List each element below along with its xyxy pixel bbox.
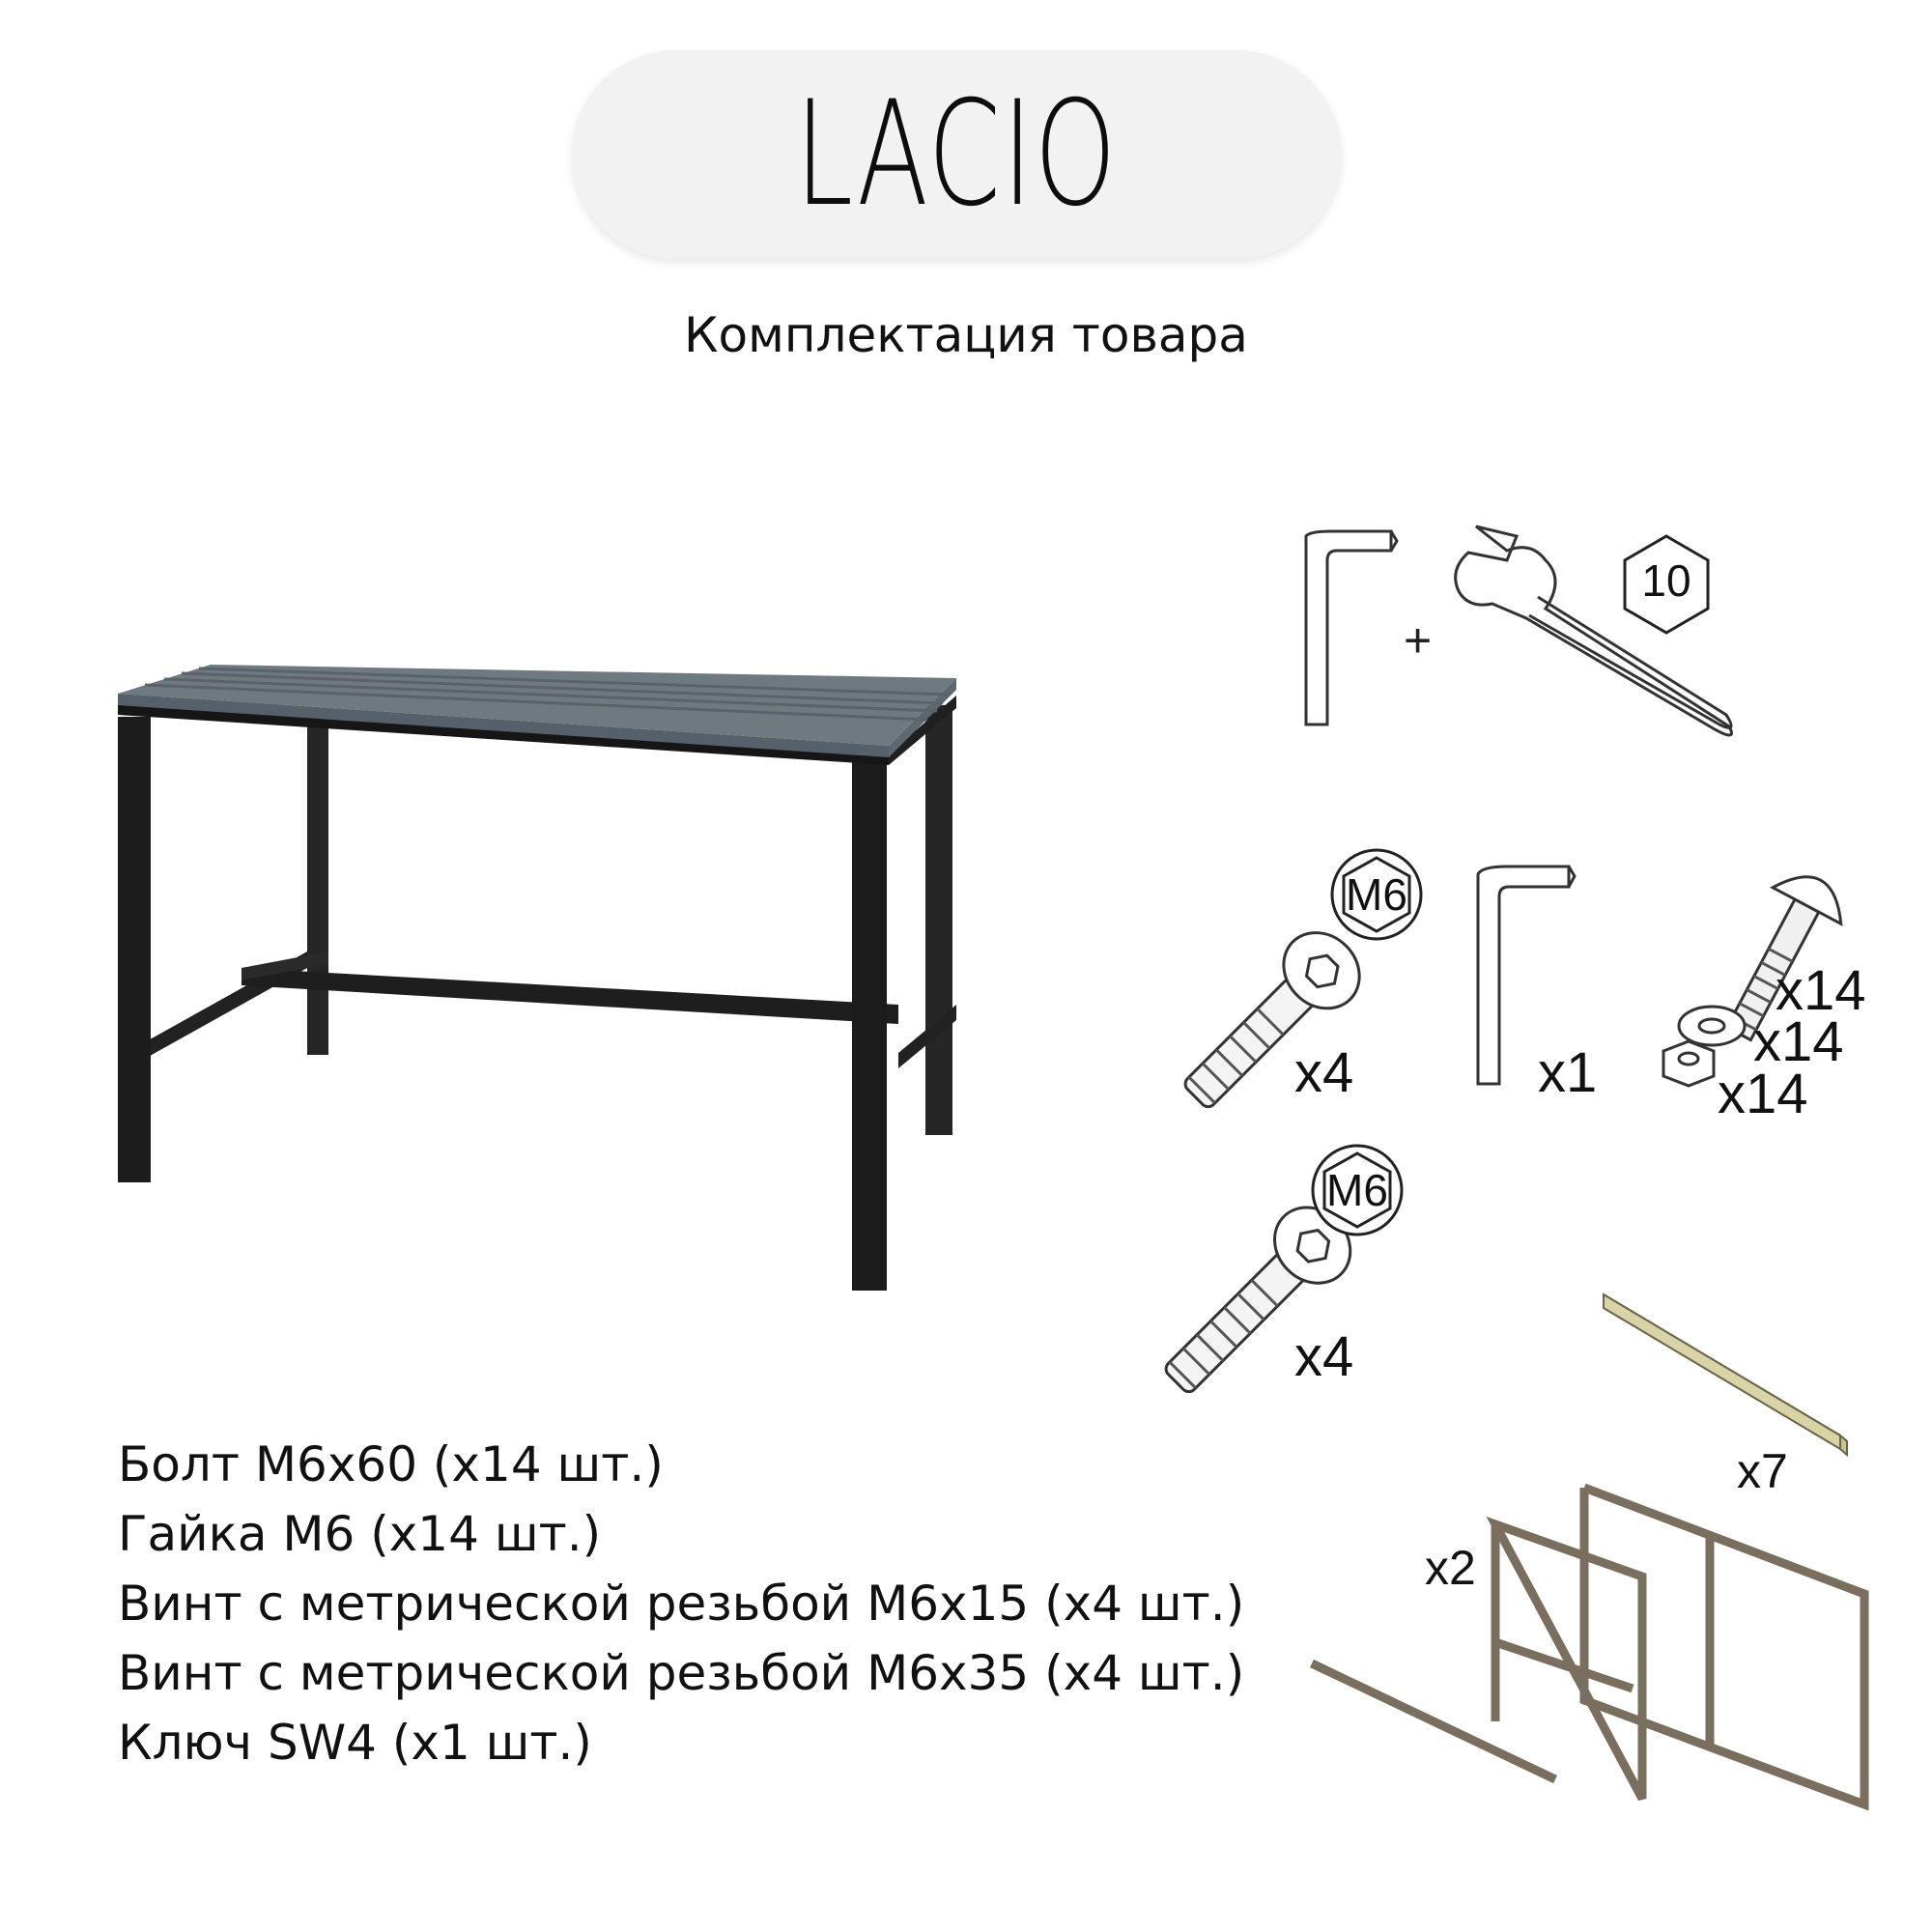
- parts-list: [118, 1430, 1244, 1777]
- washer-icon: [1679, 1007, 1745, 1045]
- subtitle: Комплектация товара: [684, 307, 1248, 363]
- nut-icon: [1663, 1041, 1714, 1086]
- list-item: Ключ SW4 (х1 шт.): [118, 1715, 592, 1771]
- list-item: Гайка М6 (х14 шт.): [118, 1506, 602, 1562]
- svg-text:M6: M6: [1346, 869, 1407, 921]
- wrench-size-badge: [1625, 536, 1708, 633]
- list-item: Винт с метрической резьбой М6х35 (х4 шт.): [118, 1645, 1245, 1701]
- screw-b-size-badge: [1313, 1146, 1402, 1235]
- nut-qty: x14: [1718, 1063, 1808, 1125]
- bolt-qty: x14: [1776, 959, 1866, 1022]
- table-illustration: [118, 665, 956, 1291]
- plus-sign: +: [1404, 613, 1433, 668]
- washer-qty: x14: [1753, 1010, 1844, 1073]
- wood-slat-icon: [1604, 1294, 1847, 1455]
- slat-qty: x7: [1737, 1444, 1788, 1498]
- frame-parts-icon: [1312, 1488, 1864, 1804]
- list-item: Болт М6х60 (х14 шт.): [118, 1436, 664, 1492]
- list-item: Винт с метрической резьбой М6х15 (х4 шт.): [118, 1576, 1245, 1632]
- frame-qty: x2: [1425, 1541, 1476, 1595]
- screw-a-size-badge: [1332, 850, 1421, 939]
- hex-key-qty: x1: [1538, 1041, 1598, 1104]
- hex-key-icon: [1306, 531, 1397, 724]
- screw-b-qty: x4: [1294, 1325, 1354, 1388]
- svg-text:M6: M6: [1326, 1165, 1388, 1216]
- screw-a-qty: x4: [1294, 1041, 1354, 1104]
- svg-text:10: 10: [1641, 555, 1691, 607]
- product-title: LACIO: [794, 71, 1119, 239]
